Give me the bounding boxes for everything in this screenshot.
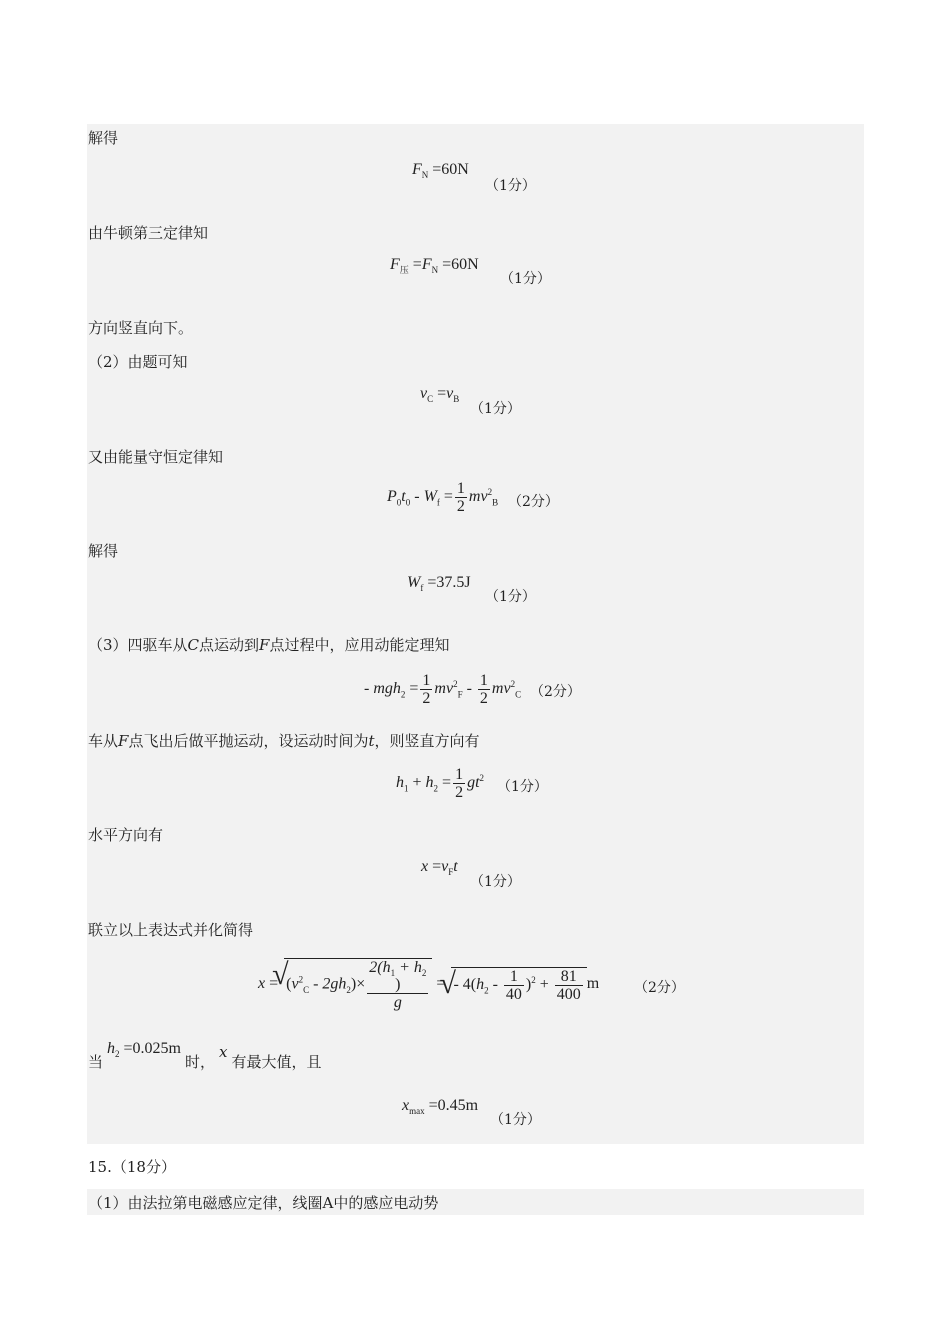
score-6: （2分） [530, 684, 581, 700]
text-part-3: （3）四驱车从C点运动到F点过程中，应用动能定理知 [88, 636, 450, 654]
text-jiede-2: 解得 [88, 542, 119, 560]
sqrt-2: √ - $4(h_2$ - $\frac{1}{40}$ )$^2$ + $\frac{81}{400}$ [451, 967, 586, 1003]
equation-f-press: $F_压 =F_N =60N$ [390, 256, 479, 276]
sqrt-1: √ $(v^2_C - 2gh_2)\times$ $2(h_1 + h_2$ ) g [284, 958, 432, 1011]
text-when-max: 当$h_2 =0.025m$时，x有最大值，且 [88, 1040, 322, 1071]
score-8: （1分） [470, 874, 521, 890]
text-energy-conservation: 又由能量守恒定律知 [88, 448, 224, 466]
text-projectile: 车从F点飞出后做平抛运动，设运动时间为t，则竖直方向有 [88, 732, 480, 750]
score-3: （1分） [470, 401, 521, 417]
equation-vertical: $h_1 + h_2$ = $\frac{1}{2}$ $gt^2$ [396, 766, 485, 801]
score-9: （2分） [634, 980, 685, 996]
text-combine: 联立以上表达式并化简得 [88, 921, 254, 939]
score-4: （2分） [508, 494, 559, 510]
text-jiede-1: 解得 [88, 129, 119, 147]
text-part-2: （2）由题可知 [88, 353, 188, 371]
score-10: （1分） [490, 1112, 541, 1128]
equation-x-expression: x =√ $(v^2_C - 2gh_2)\times$ $2(h_1 + h_2$ ) g =√ - $4(h_2$ - $\frac{1}{40}$ )$^2$ + $\frac{81}{400}$ m [258, 958, 599, 1011]
equation-wf: $W_f =37.5J$ [407, 574, 471, 594]
score-7: （1分） [497, 779, 548, 795]
equation-kinetic: - mgh$_2$ = $\frac{1}{2}$ $mv^2_F$ - $\frac{1}{2}$ $mv^2_C$ [364, 672, 522, 707]
text-horizontal: 水平方向有 [88, 826, 164, 844]
equation-energy: $P_0t_0 - W_f$ = $\frac{1}{2}$ $mv^2_B$ [387, 480, 499, 515]
text-question-15: 15.（18分） [88, 1158, 176, 1176]
score-2: （1分） [500, 271, 551, 287]
score-5: （1分） [485, 589, 536, 605]
text-part-1-faraday: （1）由法拉第电磁感应定律，线圈A中的感应电动势 [88, 1194, 439, 1212]
score-1: （1分） [485, 178, 536, 194]
equation-fn: $F_N =60N$ [412, 161, 469, 181]
equation-vc-vb: $v_C =v_B$ [420, 385, 460, 405]
text-direction: 方向竖直向下。 [88, 319, 194, 337]
equation-xmax: $x_{max} =0.45m$ [402, 1097, 479, 1117]
text-newton-third: 由牛顿第三定律知 [88, 224, 209, 242]
equation-horizontal: $x =v_Ft$ [421, 858, 458, 878]
